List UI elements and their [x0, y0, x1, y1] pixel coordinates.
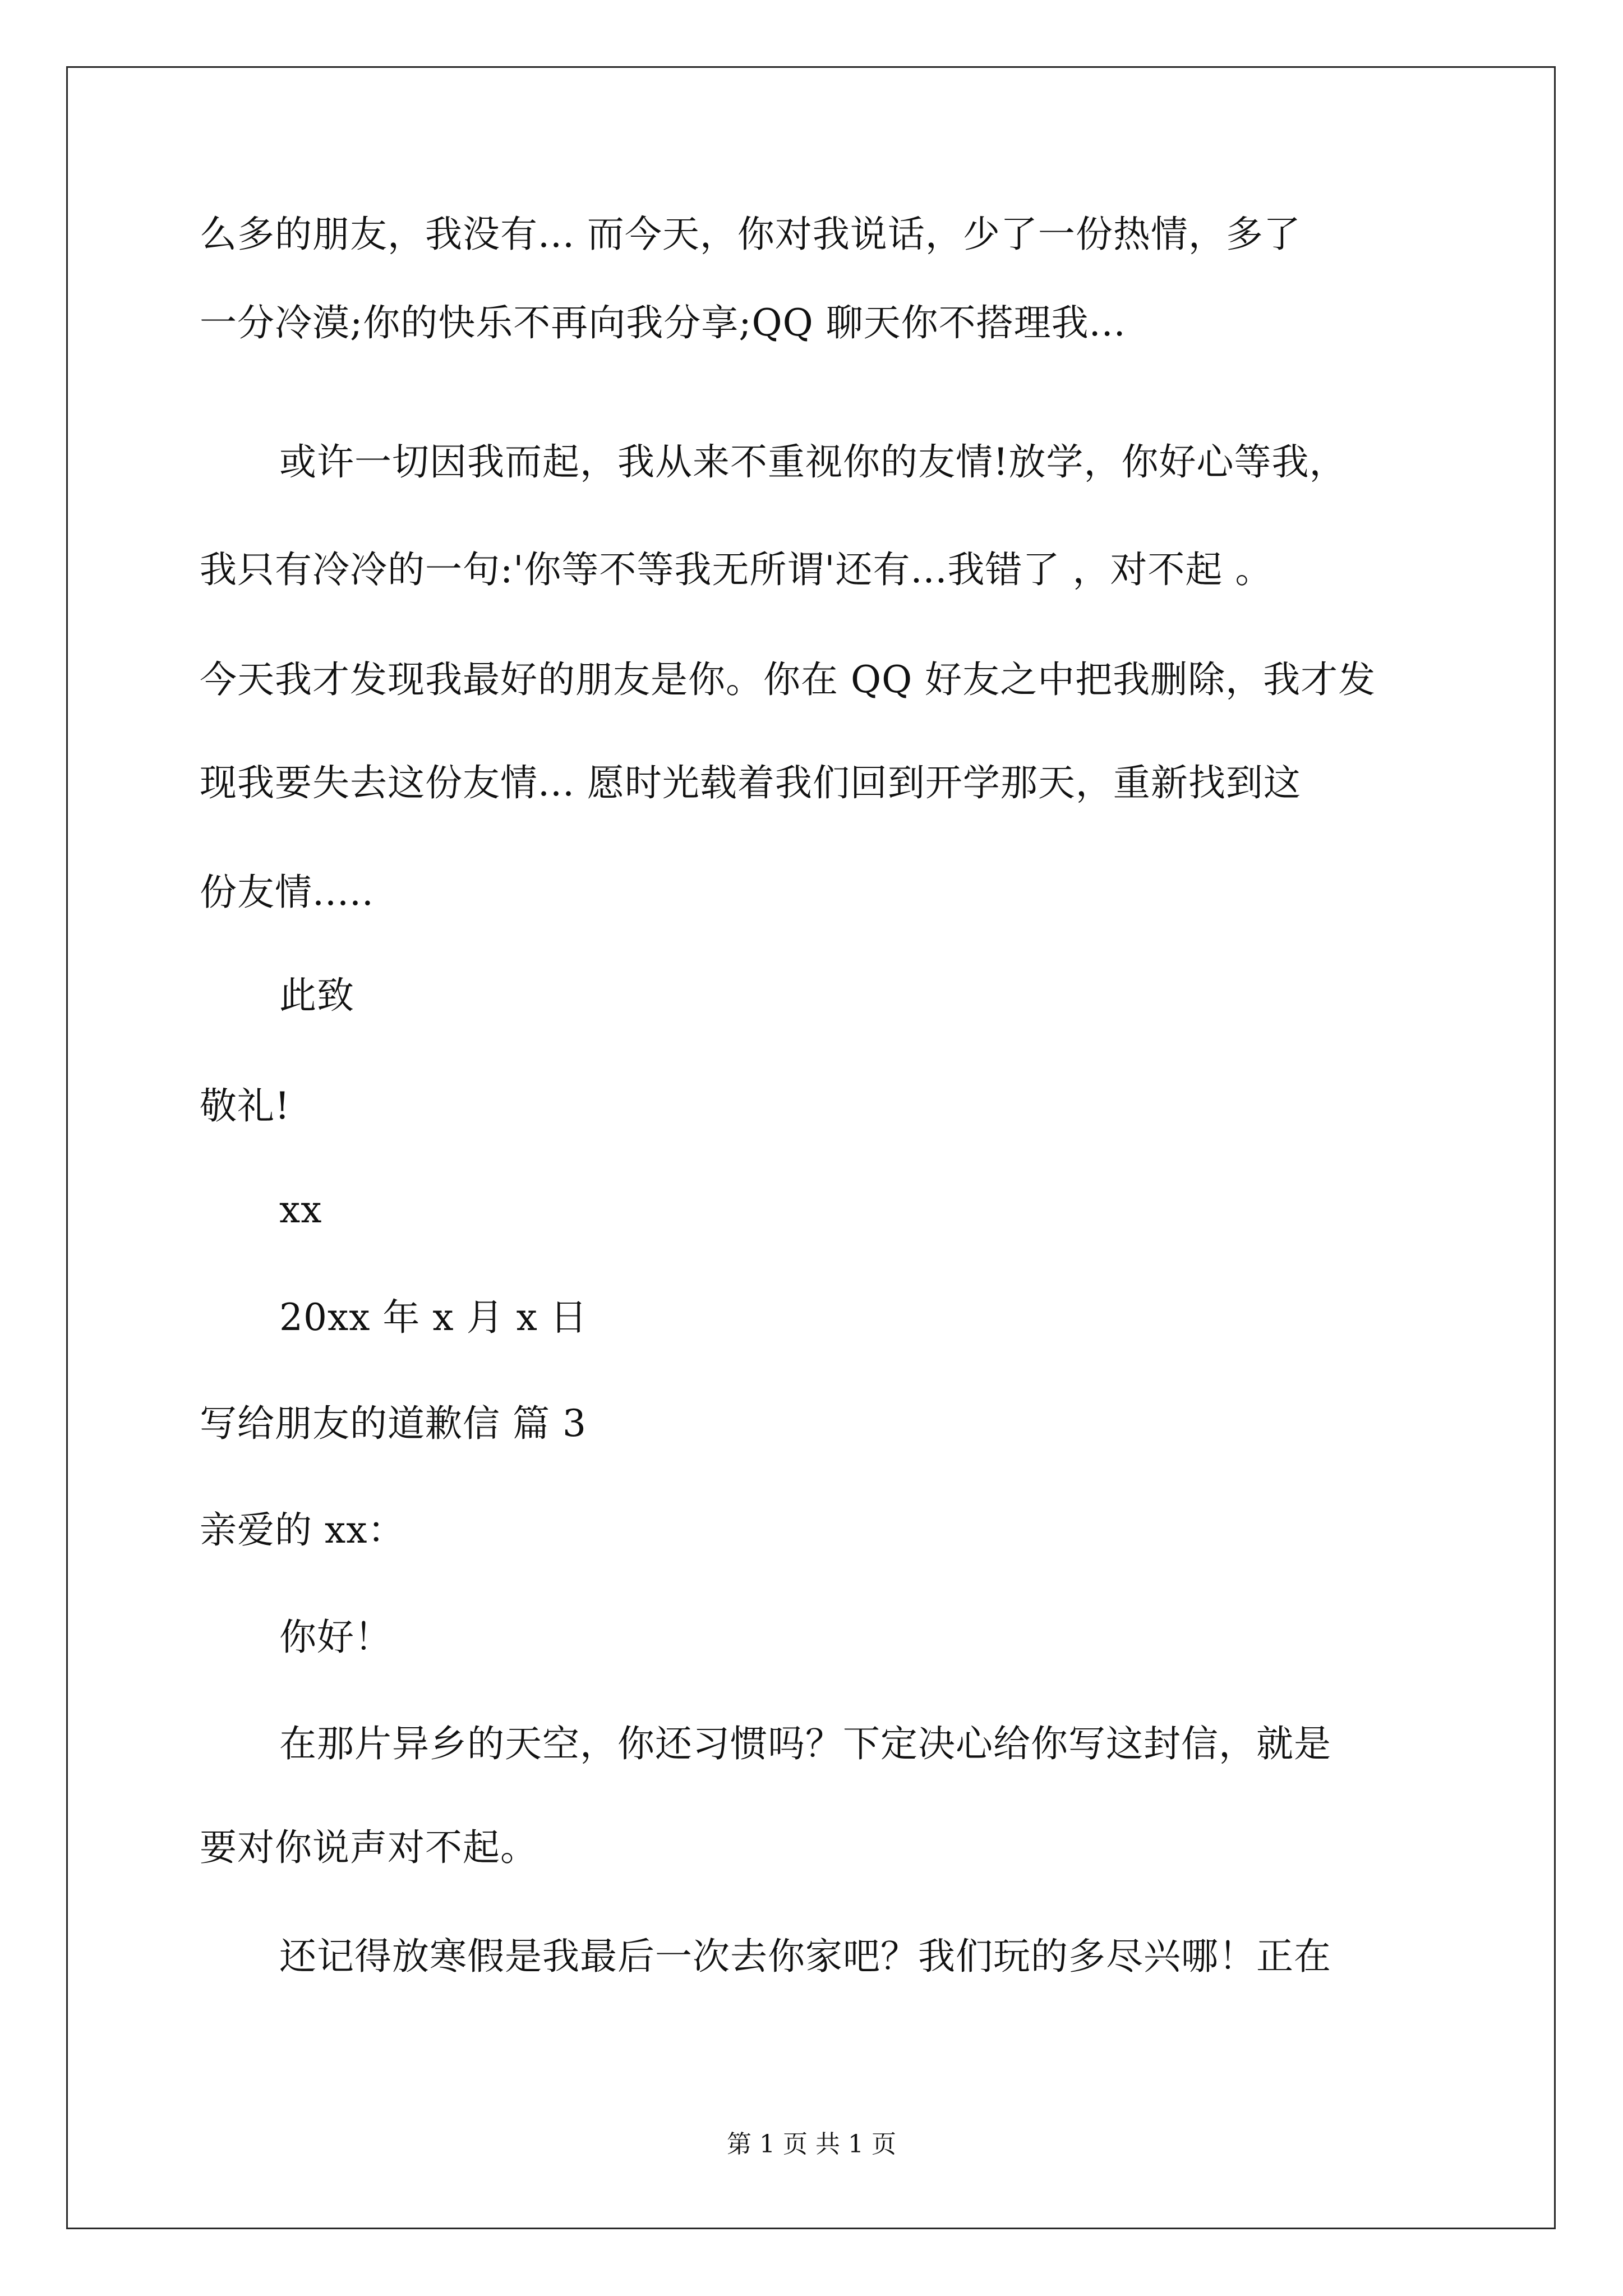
paragraph-line: 还记得放寒假是我最后一次去你家吧？我们玩的多尽兴哪！正在 — [279, 1935, 1331, 1978]
text-line: 要对你说声对不起。 — [200, 1826, 538, 1869]
text-line: 今天我才发现我最好的朋友是你。你在 QQ 好友之中把我删除，我才发 — [200, 658, 1376, 701]
text-line: 一分冷漠;你的快乐不再向我分享;QQ 聊天你不搭理我... — [200, 301, 1126, 344]
letter-opening: 你好！ — [279, 1616, 392, 1659]
paragraph-line: 或许一切因我而起，我从来不重视你的友情!放学，你好心等我， — [279, 440, 1347, 484]
page-footer: 第 1 页 共 1 页 — [727, 2130, 896, 2159]
closing-regards: 敬礼! — [200, 1084, 291, 1128]
text-line: 现我要失去这份友情... 愿时光载着我们回到开学那天，重新找到这 — [200, 761, 1301, 804]
letter-greeting: 亲爱的 xx： — [200, 1508, 405, 1552]
text-line: 份友情..... — [200, 871, 374, 914]
section-heading: 写给朋友的道歉信 篇 3 — [200, 1402, 587, 1445]
page-border — [66, 66, 1556, 2229]
signature-date: 20xx 年 x 月 x 日 — [279, 1296, 588, 1339]
text-line: 么多的朋友，我没有... 而今天，你对我说话，少了一份热情，多了 — [200, 213, 1301, 256]
text-line: 我只有冷冷的一句:'你等不等我无所谓'还有...我错了 ，对不起 。 — [200, 548, 1273, 591]
closing-salutation: 此致 — [279, 974, 354, 1017]
signature-name: xx — [279, 1188, 322, 1231]
paragraph-line: 在那片异乡的天空，你还习惯吗？下定决心给你写这封信，就是 — [279, 1722, 1331, 1765]
